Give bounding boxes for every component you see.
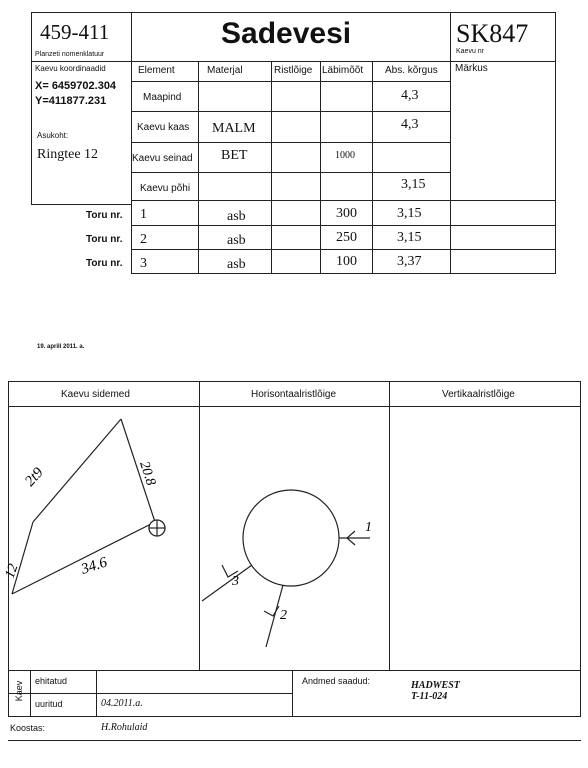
surveyed-label: uuritud (35, 699, 63, 709)
pipe-number-2: 2 (280, 608, 287, 623)
pipe-material-2: asb (227, 233, 246, 248)
pipe-label-2: Toru nr. (86, 234, 123, 245)
pipe-abs-3: 3,37 (397, 254, 422, 269)
row-element-bottom: Kaevu põhi (140, 183, 191, 194)
row-abs-ground: 4,3 (401, 88, 419, 103)
col-header-diameter: Läbimõõt (322, 65, 364, 76)
col-header-material: Materjal (207, 65, 243, 76)
coordinate-y: Y=411877.231 (35, 95, 107, 107)
row-material-walls: BET (221, 148, 248, 163)
tie-distance-right: 20.8 (136, 459, 159, 488)
pipe-number-3: 3 (232, 574, 239, 589)
pipe-diameter-3: 100 (336, 254, 357, 269)
pipe-line-3 (202, 565, 252, 601)
tie-distance-left: 12 (2, 562, 22, 581)
nomenclature-code: 459-411 (40, 20, 110, 44)
pipe-diameter-1: 300 (336, 206, 357, 221)
tie-distance-top: 2t9 (22, 464, 47, 490)
document-date: 19. aprill 2011. a. (37, 344, 85, 350)
row-abs-bottom: 3,15 (401, 177, 426, 192)
data-source-line2: T-11-024 (411, 691, 448, 702)
section-horizontal-title: Horisontaalristlõige (251, 389, 337, 400)
pipe-no-3: 3 (140, 256, 147, 271)
tie-distance-bottom: 34.6 (79, 554, 110, 578)
col-header-element: Element (138, 65, 175, 76)
section-ties-title: Kaevu sidemed (61, 389, 130, 400)
document-title: Sadevesi (221, 17, 352, 50)
pipe-no-1: 1 (140, 207, 147, 222)
pipe-material-3: asb (227, 257, 246, 272)
pipe-abs-1: 3,15 (397, 206, 422, 221)
data-source-label: Andmed saadud: (302, 676, 371, 686)
tie-line-left (12, 522, 33, 594)
nomenclature-caption: Planzeti nomenklatuur (35, 51, 105, 58)
author-value: H.Rohulaid (101, 722, 148, 733)
pipe-label-3: Toru nr. (86, 258, 123, 269)
col-header-cross-section: Ristlõige (274, 65, 313, 76)
pipe-no-2: 2 (140, 232, 147, 247)
pipe-diameter-2: 250 (336, 230, 357, 245)
coordinate-x: X= 6459702.304 (35, 80, 117, 92)
pipe-material-1: asb (227, 209, 246, 224)
tie-line-top (33, 419, 121, 522)
row-abs-cover: 4,3 (401, 117, 419, 132)
row-diameter-walls: 1000 (335, 150, 355, 161)
pipe-number-1: 1 (365, 520, 372, 535)
built-label: ehitatud (35, 676, 68, 686)
coordinates-label: Kaevu koordinaadid (35, 64, 106, 73)
pipe-label-1: Toru nr. (86, 210, 123, 221)
col-header-abs-height: Abs. kõrgus (385, 65, 438, 76)
ties-sketch (2, 407, 199, 669)
row-material-cover: MALM (212, 121, 256, 136)
well-number: SK847 (456, 19, 529, 48)
location-value: Ringtee 12 (37, 147, 99, 162)
footer-side-label: Kaev (14, 680, 24, 702)
well-marker-icon (149, 520, 165, 536)
well-outline (243, 490, 339, 586)
row-element-walls: Kaevu seinad (132, 153, 193, 164)
pipe-abs-2: 3,15 (397, 230, 422, 245)
row-element-cover: Kaevu kaas (137, 122, 190, 133)
location-label: Asukoht: (37, 131, 69, 140)
horizontal-section-sketch (200, 407, 389, 669)
section-vertical-title: Vertikaalristlõige (442, 389, 515, 400)
row-element-ground: Maapind (143, 92, 182, 103)
well-number-caption: Kaevu nr (456, 48, 485, 55)
tie-line-bottom (12, 522, 155, 594)
col-header-remarks: Märkus (455, 63, 488, 74)
author-label: Koostas: (10, 723, 46, 733)
surveyed-value: 04.2011.a. (101, 698, 143, 709)
data-source-line1: HADWEST (411, 680, 460, 691)
